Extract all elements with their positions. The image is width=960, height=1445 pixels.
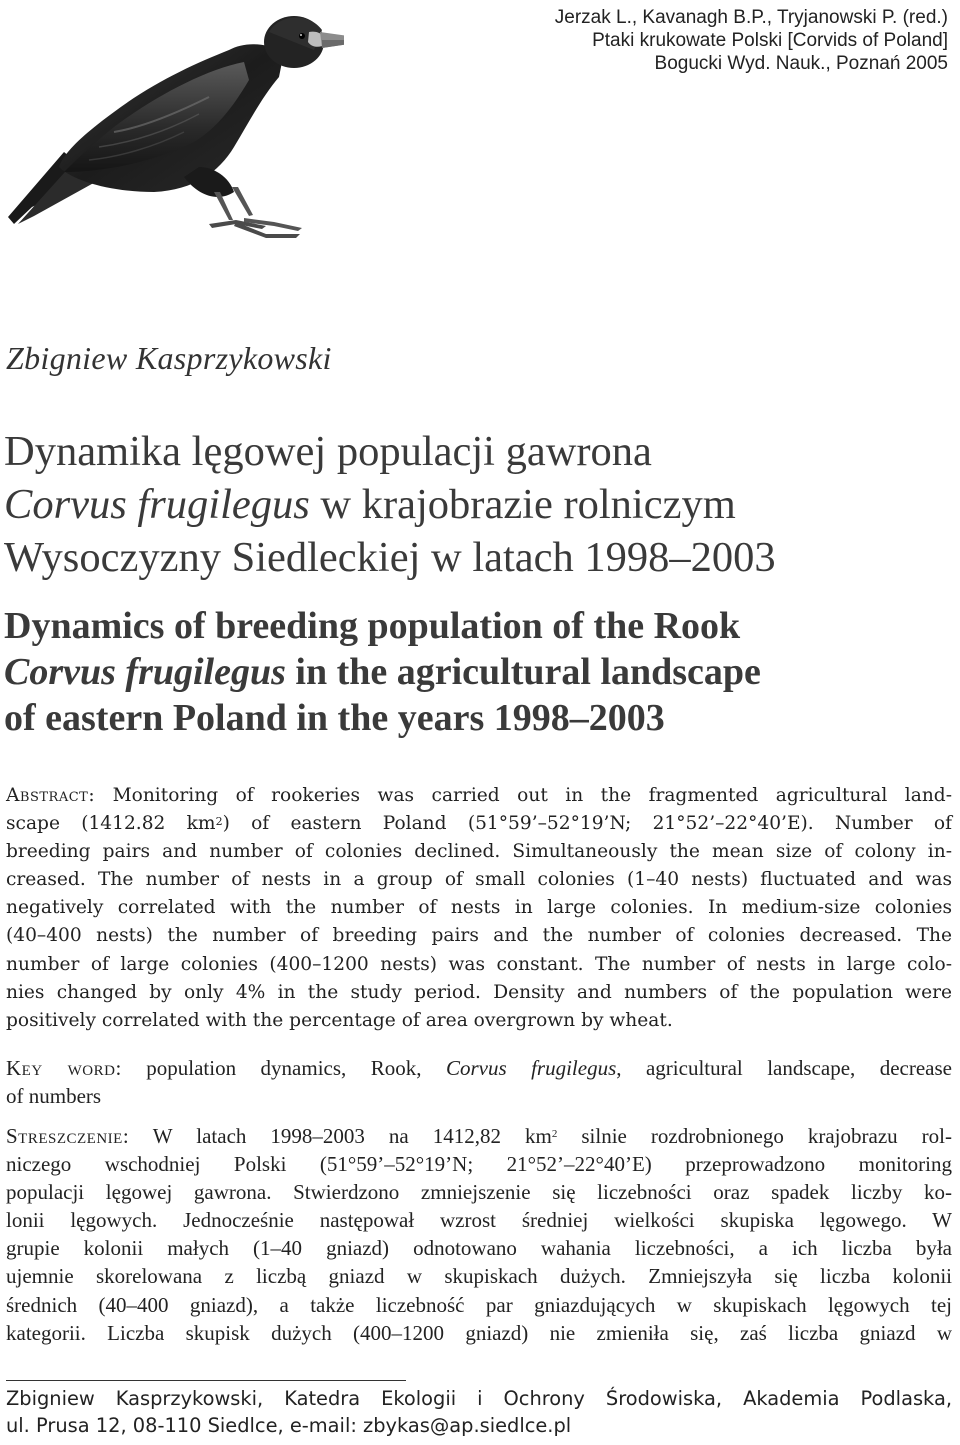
title-line <box>4 478 954 531</box>
streszczenie-text: silnie rozdrobnionego krajobrazu rol- <box>557 1124 952 1148</box>
species-name: Corvus frugilegus <box>4 481 310 528</box>
abstract-line: (40–400 nests) the number of breeding pairs and the number of colonies decreased. The <box>6 925 952 947</box>
author-name: Zbigniew Kasprzykowski <box>6 340 332 376</box>
abstract-text: Monitoring of rookeries was carried out in the fragmented agricultural land- <box>95 785 952 806</box>
citation-line: Jerzak L., Kavanagh B.P., Tryjanowski P. (red.) <box>554 7 948 28</box>
abstract-line: breeding pairs and number of colonies declined. Simultaneously the mean size of colony in- <box>6 841 952 863</box>
rook-bird-illustration <box>4 2 344 242</box>
author-affiliation <box>6 1385 952 1439</box>
title-line: Wysoczyzny Siedleckiej w latach 1998–2003 <box>4 534 776 581</box>
streszczenie-line: lonii lęgowych. Jednocześnie następował wzrost średniej wielkości skupiska lęgowego. W <box>6 1208 952 1233</box>
affiliation-line: ul. Prusa 12, 08-110 Siedlce, e-mail: zbykas@ap.siedlce.pl <box>6 1414 572 1437</box>
book-citation <box>428 6 948 75</box>
citation-line: Bogucki Wyd. Nauk., Poznań 2005 <box>654 53 948 74</box>
streszczenie-paragraph <box>6 1122 952 1347</box>
keywords-text: population dynamics, Rook, <box>121 1056 446 1080</box>
streszczenie-line <box>6 1122 952 1150</box>
streszczenie-line: ujemnie skorelowana z liczbą gniazd w skupiskach dużych. Zmniejszyła się liczba kolonii <box>6 1264 952 1289</box>
affiliation-line: Zbigniew Kasprzykowski, Katedra Ekologii i Ochrony Środowiska, Akademia Podlaska, <box>6 1387 952 1410</box>
abstract-line <box>6 782 952 810</box>
abstract-line: positively correlated with the percentage of area overgrown by wheat. <box>6 1009 673 1031</box>
abstract-paragraph <box>6 782 952 1035</box>
streszczenie-text: W latach 1998–2003 na 1412,82 km <box>129 1124 552 1148</box>
abstract-text: scape (1412.82 km <box>6 813 216 835</box>
title-text: w krajobrazie rolniczym <box>309 481 736 528</box>
streszczenie-line: kategorii. Liczba skupisk dużych (400–1200 gniazd) nie zmieniła się, zaś liczba gniazd w <box>6 1320 952 1345</box>
keywords-label: Key word: <box>6 1056 122 1080</box>
title-english <box>4 603 954 741</box>
title-line: Dynamics of breeding population of the Rook <box>4 605 741 647</box>
title-polish <box>4 425 954 584</box>
streszczenie-line: grupie kolonii małych (1–40 gniazd) odnotowano wahania liczebności, a ich liczba była <box>6 1236 952 1261</box>
abstract-line <box>6 810 952 838</box>
streszczenie-line: średnich (40–400 gniazd), a także liczebność par gniazdujących w skupiskach lęgowych tej <box>6 1292 952 1317</box>
abstract-line: creased. The number of nests in a group of small colonies (1–40 nests) fluctuated and was <box>6 869 952 891</box>
abstract-text: ) of eastern Poland (51°59’–52°19’N; 21°52’–22°40’E). Number of <box>222 813 952 835</box>
title-line: of eastern Poland in the years 1998–2003 <box>4 697 665 739</box>
abstract-line: nies changed by only 4% in the study period. Density and numbers of the population were <box>6 981 952 1003</box>
species-name: Corvus frugilegus <box>445 1056 617 1080</box>
title-text: in the agricultural landscape <box>285 651 761 693</box>
title-line: Dynamika lęgowej populacji gawrona <box>4 428 652 475</box>
keywords-text: , agricultural landscape, decrease <box>616 1056 952 1080</box>
superscript: 2 <box>551 1128 558 1140</box>
streszczenie-label: Streszczenie: <box>6 1124 130 1148</box>
abstract-line: negatively correlated with the number of nests in large colonies. In medium-size colonies <box>6 897 952 919</box>
abstract-label: Abstract: <box>6 785 96 806</box>
footnote-divider <box>6 1380 406 1381</box>
streszczenie-line: niczego wschodniej Polski (51°59’–52°19’N; 21°52’–22°40’E) przeprowadzono monitoring <box>6 1152 952 1177</box>
superscript: 2 <box>215 815 223 829</box>
keywords-line: of numbers <box>6 1084 102 1109</box>
abstract-line: number of large colonies (400–1200 nests) was constant. The number of nests in large colo- <box>6 953 952 975</box>
streszczenie-line: populacji lęgowej gawrona. Stwierdzono zmniejszenie się liczebności oraz spadek liczby ko- <box>6 1180 952 1205</box>
keywords-line <box>6 1054 952 1082</box>
citation-line: Ptaki krukowate Polski [Corvids of Poland] <box>592 30 948 51</box>
title-line <box>4 649 954 695</box>
keywords-paragraph <box>6 1054 952 1110</box>
species-name: Corvus frugilegus <box>4 651 286 693</box>
